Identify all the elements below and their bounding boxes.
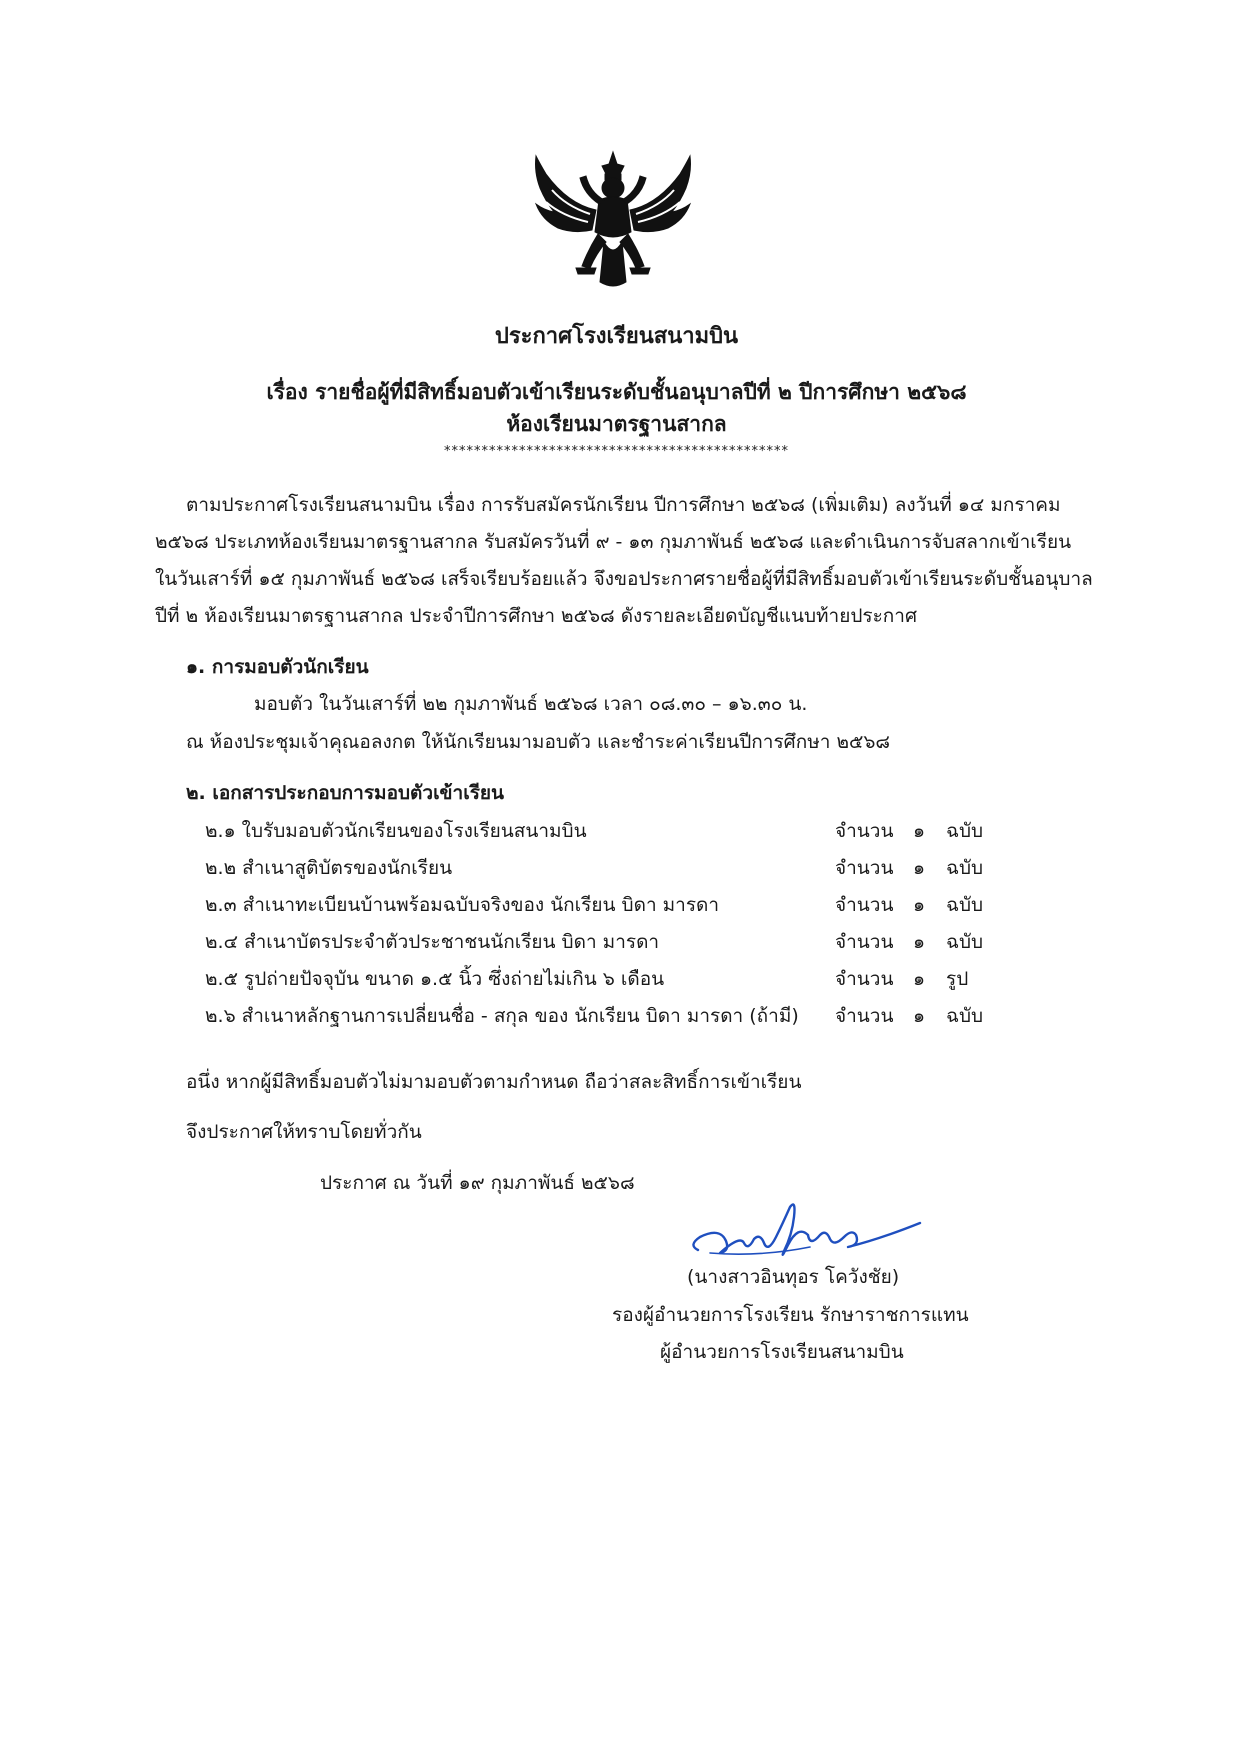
list-item-label: จำนวน — [835, 968, 894, 990]
list-item-label: จำนวน — [835, 820, 894, 842]
document-title: ประกาศโรงเรียนสนามบิน — [494, 324, 739, 349]
list-item-unit: ฉบับ — [946, 894, 984, 916]
note-text: อนึ่ง หากผู้มีสิทธิ์มอบตัวไม่มามอบตัวตามกำหนด ถือว่าสละสิทธิ์การเข้าเรียน — [186, 1071, 802, 1093]
separator: ********************************************** — [444, 444, 789, 459]
list-item-unit: ฉบับ — [946, 931, 984, 953]
intro-line: ปีที่ ๒ ห้องเรียนมาตรฐานสากล ประจำปีการศึกษา ๒๕๖๘ ดังรายละเอียดบัญชีแนบท้ายประกาศ — [155, 605, 918, 627]
list-item-unit: ฉบับ — [946, 820, 984, 842]
signatory-name: (นางสาวอินทุอร โควังชัย) — [687, 1266, 900, 1288]
signature-icon — [680, 1195, 930, 1267]
list-item-text: ๒.๑ ใบรับมอบตัวนักเรียนของโรงเรียนสนามบิน — [205, 820, 587, 842]
list-item-qty: ๑ — [913, 894, 926, 916]
closing-text: จึงประกาศให้ทราบโดยทั่วกัน — [186, 1121, 422, 1143]
subject-line-2: ห้องเรียนมาตรฐานสากล — [506, 412, 727, 436]
list-item-text: ๒.๒ สำเนาสูติบัตรของนักเรียน — [205, 857, 453, 879]
list-item-unit: ฉบับ — [946, 1005, 984, 1027]
list-item-qty: ๑ — [913, 820, 926, 842]
section-heading: ๑. การมอบตัวนักเรียน — [186, 656, 369, 678]
intro-line: ในวันเสาร์ที่ ๑๕ กุมภาพันธ์ ๒๕๖๘ เสร็จเรียบร้อยแล้ว จึงขอประกาศรายชื่อผู้ที่มีสิทธิ์มอบตัวเข้าเรียนระดับชั้นอนุบาล — [155, 568, 1093, 590]
intro-line: ๒๕๖๘ ประเภทห้องเรียนมาตรฐานสากล รับสมัครวันที่ ๙ - ๑๓ กุมภาพันธ์ ๒๕๖๘ และดำเนินการจับสลากเข้าเรียน — [155, 531, 1072, 553]
section-heading: ๒. เอกสารประกอบการมอบตัวเข้าเรียน — [186, 782, 505, 804]
list-item-qty: ๑ — [913, 931, 926, 953]
list-item-label: จำนวน — [835, 857, 894, 879]
list-item-label: จำนวน — [835, 1005, 894, 1027]
section-text: ณ ห้องประชุมเจ้าคุณอลงกต ให้นักเรียนมามอบตัว และชำระค่าเรียนปีการศึกษา ๒๕๖๘ — [186, 731, 891, 753]
list-item-unit: รูป — [946, 968, 969, 990]
list-item-qty: ๑ — [913, 968, 926, 990]
list-item-text: ๒.๓ สำเนาทะเบียนบ้านพร้อมฉบับจริงของ นักเรียน บิดา มารดา — [205, 894, 720, 916]
signatory-position: ผู้อำนวยการโรงเรียนสนามบิน — [660, 1341, 904, 1363]
list-item-qty: ๑ — [913, 857, 926, 879]
list-item-text: ๒.๖ สำเนาหลักฐานการเปลี่ยนชื่อ - สกุล ของ นักเรียน บิดา มารดา (ถ้ามี) — [205, 1005, 799, 1027]
list-item-label: จำนวน — [835, 894, 894, 916]
list-item-text: ๒.๕ รูปถ่ายปัจจุบัน ขนาด ๑.๕ นิ้ว ซึ่งถ่ายไม่เกิน ๖ เดือน — [205, 968, 665, 990]
section-text: มอบตัว ในวันเสาร์ที่ ๒๒ กุมภาพันธ์ ๒๕๖๘ เวลา ๐๘.๓๐ – ๑๖.๓๐ น. — [254, 693, 808, 715]
intro-line: ตามประกาศโรงเรียนสนามบิน เรื่อง การรับสมัครนักเรียน ปีการศึกษา ๒๕๖๘ (เพิ่มเติม) ลงวันที่ ๑๔ มกราคม — [186, 494, 1061, 516]
subject-line: เรื่อง รายชื่อผู้ที่มีสิทธิ์มอบตัวเข้าเรียนระดับชั้นอนุบาลปีที่ ๒ ปีการศึกษา ๒๕๖๘ — [266, 380, 967, 404]
garuda-emblem-icon — [532, 150, 694, 290]
list-item-unit: ฉบับ — [946, 857, 984, 879]
list-item-text: ๒.๔ สำเนาบัตรประจำตัวประชาชนนักเรียน บิดา มารดา — [205, 931, 660, 953]
list-item-label: จำนวน — [835, 931, 894, 953]
list-item-qty: ๑ — [913, 1005, 926, 1027]
announcement-date: ประกาศ ณ วันที่ ๑๙ กุมภาพันธ์ ๒๕๖๘ — [320, 1172, 635, 1194]
signatory-position: รองผู้อำนวยการโรงเรียน รักษาราชการแทน — [612, 1304, 969, 1326]
